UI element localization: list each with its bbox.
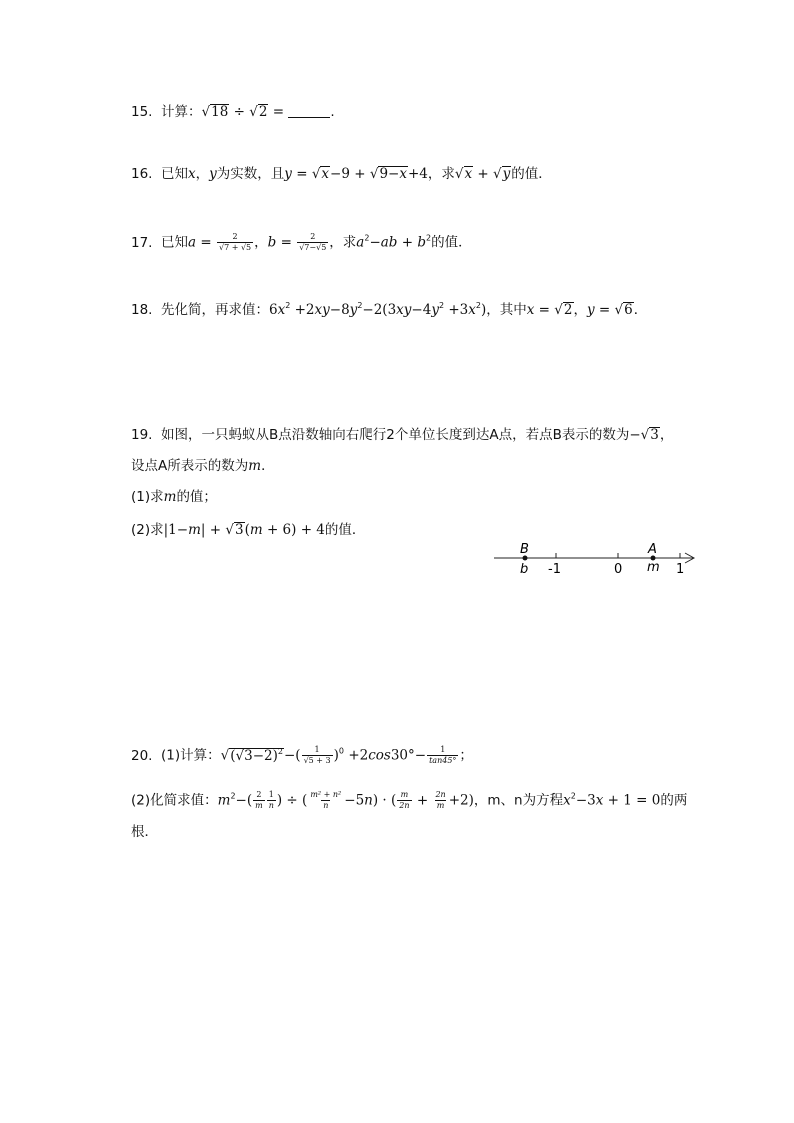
problem-text: 已知 xyxy=(161,166,188,182)
fraction: $\frac{1}{\tan 45^\circ}$ xyxy=(429,745,457,765)
problem-20-line3 xyxy=(131,822,158,842)
problem-text: 的值． xyxy=(431,234,472,251)
problem-text: (2)化简求值： xyxy=(131,792,218,809)
problem-17: 17. 已知a = $\frac{2}{√7 + √5}$ ，b = $\frac{2}{√7-√5}$ ，求$a^2-ab + b^2$的值． xyxy=(131,232,472,252)
problem-20-q1: 20. (1)计算：$√(√3-2)^2-$( $\frac{1}{√5 + 3}$ )$^0$ +2cos30°− $\frac{1}{\tan 45^\circ}$ ； xyxy=(131,745,473,765)
problem-18: 18. 先化简，再求值：$6x^2 +2xy-8y^2-2(3xy-4y^2 +3x^2)$，其中x = √2，y = √6． xyxy=(131,301,648,318)
punct: . xyxy=(330,104,335,120)
point-a-value: m xyxy=(647,560,660,575)
fraction: $\frac{2}{√7 + √5}$ xyxy=(218,232,252,252)
problem-19-line1: 19. 如图，一只蚂蚁从B点沿数轴向右爬行2个单位长度到达A点，若点B表示的数为−√3， xyxy=(131,427,674,443)
problem-16: 16. 已知x，y为实数，且y = √x−9 + √9−x+4，求√x + √y的值． xyxy=(131,166,552,182)
problem-text: ． xyxy=(633,302,648,318)
fraction: $\frac{1}{√5 + 3}$ xyxy=(303,745,331,765)
problem-text: ，其中 xyxy=(486,302,527,318)
operator: = xyxy=(272,104,285,120)
fraction: $\frac{2}{√7-√5}$ xyxy=(299,232,327,252)
problem-15: 15. 计算：√18 ÷ √2 = . xyxy=(131,104,335,120)
problem-text: 根． xyxy=(131,824,158,840)
problem-number: 19. xyxy=(131,427,153,443)
problem-text: ，求 xyxy=(329,234,357,251)
point-b-value: b xyxy=(520,562,529,577)
fraction: $\frac{1}{n}$ xyxy=(268,790,274,810)
fraction: $\frac{\text{m² + n²}}{n}$ xyxy=(310,790,342,810)
problem-text: ． xyxy=(261,458,275,474)
problem-text: ，m、n为方程 xyxy=(473,792,564,809)
point-a-label: A xyxy=(648,542,657,557)
problem-number: 16. xyxy=(131,166,153,182)
problem-number: 15. xyxy=(131,104,153,120)
fraction: $\frac{2n}{m}$ xyxy=(435,790,446,810)
problem-text: 的两 xyxy=(660,792,688,809)
problem-text: (2)求 xyxy=(131,522,164,538)
problem-text: ， xyxy=(573,302,587,318)
problem-number: 18. xyxy=(131,302,153,318)
tick-label-1: 1 xyxy=(676,562,685,577)
problem-20-q2: (2)化简求值：$m^2-$( $\frac{2}{m}$ $\frac{1}{n}$ ) ÷ ( $\frac{\text{m² + n²}}{n}$ −5n) · ( $\frac{m}{2n}$ + $\frac{2n}{m}$ +2)，m、n为方程$x^2-3x + 1 = 0$的两 xyxy=(131,790,688,810)
problem-text: 计算： xyxy=(161,104,202,120)
operator: ÷ xyxy=(233,104,245,120)
problem-text: (1)求 xyxy=(131,489,164,505)
problem-text: 的值． xyxy=(511,166,552,182)
fraction: $\frac{2}{m}$ xyxy=(255,790,263,810)
problem-19-line2: 设点A所表示的数为m． xyxy=(131,458,275,474)
problem-text: 的值． xyxy=(324,522,366,538)
problem-text: 设点A所表示的数为 xyxy=(131,458,249,474)
problem-number: 17. xyxy=(131,234,153,251)
problem-text: ， xyxy=(195,166,210,182)
problem-number: 20. xyxy=(131,747,153,764)
tick-label-0: 0 xyxy=(614,562,623,577)
fraction: $\frac{m}{2n}$ xyxy=(399,790,410,810)
problem-text: 如图，一只蚂蚁从B点沿数轴向右爬行2个单位长度到达A点，若点B表示的数为 xyxy=(161,427,630,443)
answer-blank[interactable] xyxy=(288,103,330,118)
number-line-figure xyxy=(490,538,700,578)
problem-19-q2: (2)求|1−m| + √3(m + 6) + 4的值． xyxy=(131,522,366,538)
problem-text: 先化简，再求值： xyxy=(161,302,269,318)
problem-19-q1: (1)求m的值； xyxy=(131,489,217,505)
problem-text: 已知 xyxy=(161,234,188,251)
problem-text: 为实数，且 xyxy=(216,166,285,182)
radicand: 2 xyxy=(258,104,268,120)
radicand: 18 xyxy=(211,104,229,120)
problem-text: +4，求 xyxy=(408,166,455,182)
problem-text: 的值； xyxy=(176,489,217,505)
problem-text: ， xyxy=(254,234,268,251)
point-b-label: B xyxy=(520,542,529,557)
tick-label-neg1: -1 xyxy=(548,562,561,577)
problem-text: (1)计算： xyxy=(161,747,221,764)
